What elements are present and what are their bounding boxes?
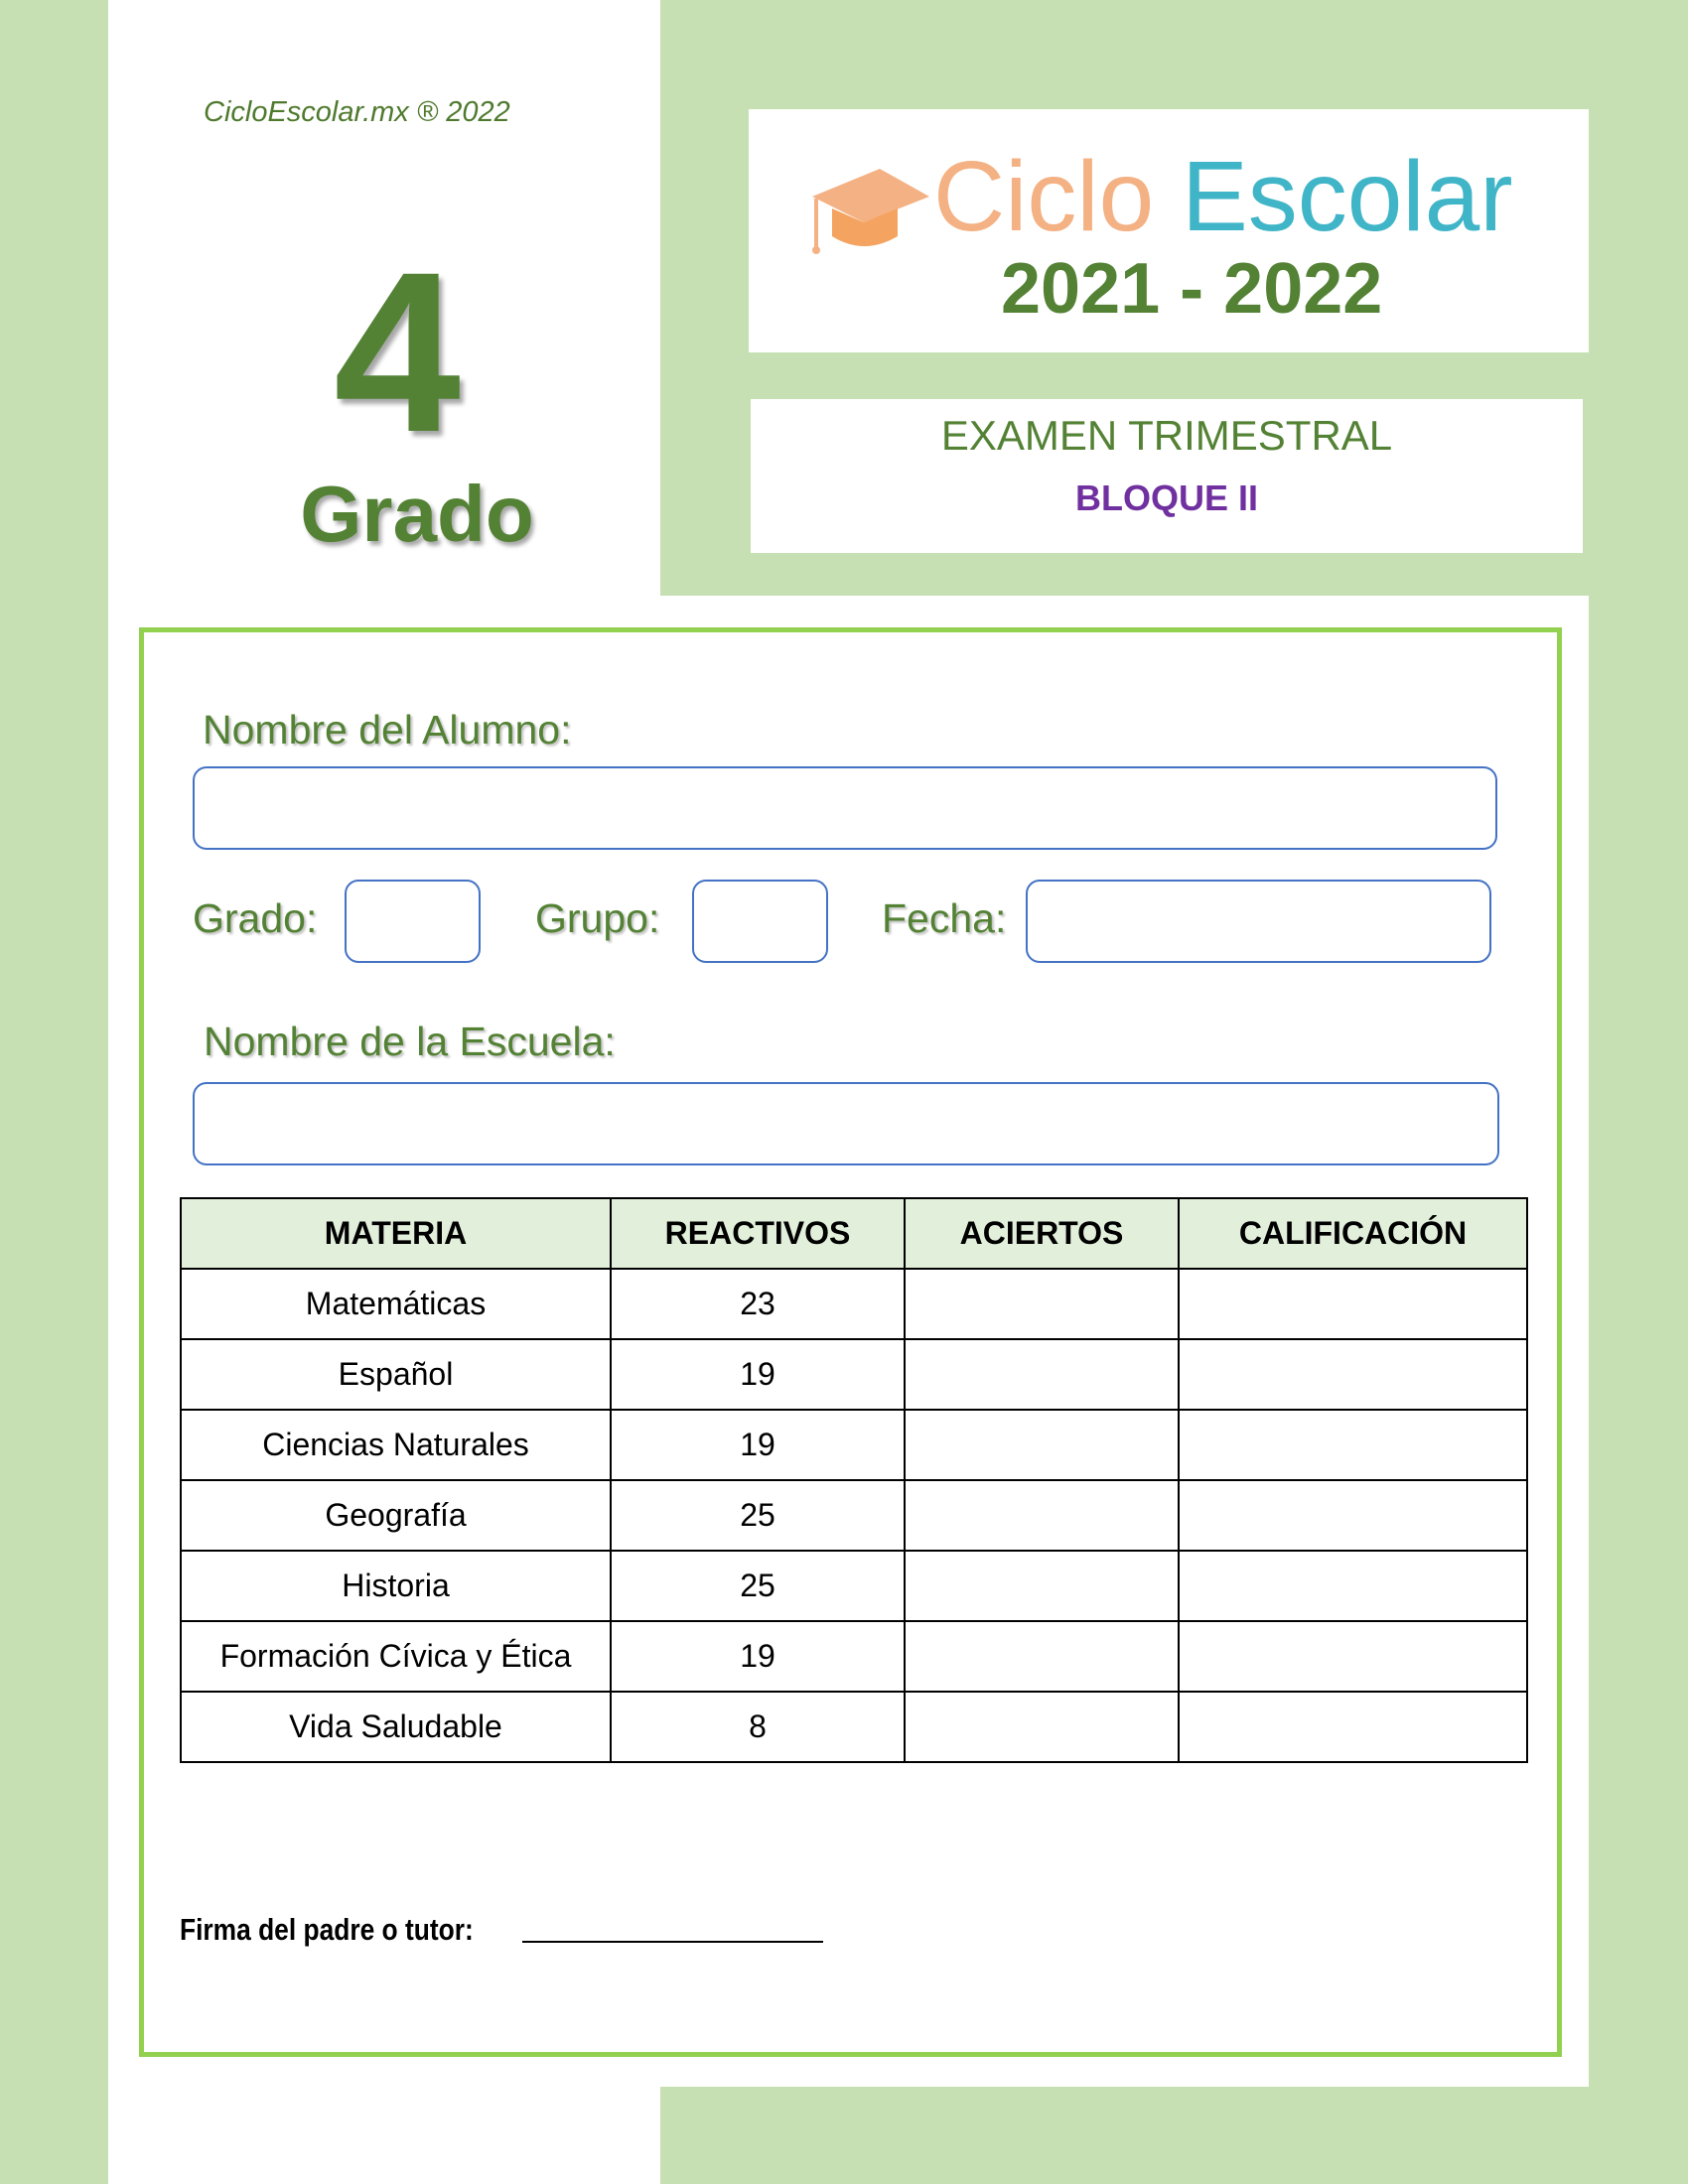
header-materia: MATERIA xyxy=(181,1198,611,1269)
table-row xyxy=(181,1692,1527,1762)
signature-line[interactable] xyxy=(522,1941,823,1943)
cell-materia: Geografía xyxy=(181,1480,611,1551)
grade-field[interactable] xyxy=(345,880,481,963)
school-name-field[interactable] xyxy=(193,1082,1499,1165)
logo-wordmark xyxy=(933,141,1513,252)
cell-aciertos[interactable] xyxy=(905,1551,1179,1621)
cell-materia: Formación Cívica y Ética xyxy=(181,1621,611,1692)
grade-label: Grado: xyxy=(193,895,318,941)
cell-calificacion[interactable] xyxy=(1179,1551,1527,1621)
table-header-row xyxy=(181,1198,1527,1269)
cell-aciertos[interactable] xyxy=(905,1339,1179,1410)
cell-reactivos: 19 xyxy=(611,1339,905,1410)
cell-calificacion[interactable] xyxy=(1179,1480,1527,1551)
header-aciertos: ACIERTOS xyxy=(905,1198,1179,1269)
grade-word: Grado xyxy=(300,470,534,558)
table-row xyxy=(181,1269,1527,1339)
graduation-cap-icon xyxy=(802,159,931,258)
logo-word-ciclo: Ciclo xyxy=(933,141,1155,252)
grade-number: 4 xyxy=(334,224,461,479)
copyright-text: CicloEscolar.mx ® 2022 xyxy=(204,96,510,128)
cell-materia: Matemáticas xyxy=(181,1269,611,1339)
header-reactivos: REACTIVOS xyxy=(611,1198,905,1269)
cell-aciertos[interactable] xyxy=(905,1410,1179,1480)
cell-reactivos: 23 xyxy=(611,1269,905,1339)
cell-reactivos: 25 xyxy=(611,1480,905,1551)
cell-aciertos[interactable] xyxy=(905,1692,1179,1762)
cell-calificacion[interactable] xyxy=(1179,1410,1527,1480)
school-name-label: Nombre de la Escuela: xyxy=(204,1019,616,1064)
table-row xyxy=(181,1621,1527,1692)
date-field[interactable] xyxy=(1026,880,1491,963)
bottom-green-panel xyxy=(660,2087,1688,2184)
left-green-band xyxy=(0,0,108,2184)
table-row xyxy=(181,1551,1527,1621)
table-row xyxy=(181,1480,1527,1551)
cell-calificacion[interactable] xyxy=(1179,1621,1527,1692)
date-label: Fecha: xyxy=(882,895,1007,941)
cell-calificacion[interactable] xyxy=(1179,1339,1527,1410)
cell-reactivos: 19 xyxy=(611,1621,905,1692)
cell-materia: Vida Saludable xyxy=(181,1692,611,1762)
student-name-field[interactable] xyxy=(193,766,1497,850)
cell-aciertos[interactable] xyxy=(905,1480,1179,1551)
signature-label: Firma del padre o tutor: xyxy=(180,1912,474,1947)
school-years: 2021 - 2022 xyxy=(1001,249,1383,329)
cell-materia: Historia xyxy=(181,1551,611,1621)
cell-reactivos: 19 xyxy=(611,1410,905,1480)
cell-reactivos: 8 xyxy=(611,1692,905,1762)
cell-calificacion[interactable] xyxy=(1179,1269,1527,1339)
header-calificacion: CALIFICACIÓN xyxy=(1179,1198,1527,1269)
cell-reactivos: 25 xyxy=(611,1551,905,1621)
cell-calificacion[interactable] xyxy=(1179,1692,1527,1762)
table-row xyxy=(181,1339,1527,1410)
cell-materia: Español xyxy=(181,1339,611,1410)
student-name-label: Nombre del Alumno: xyxy=(203,707,572,752)
grades-table xyxy=(180,1197,1528,1763)
group-label: Grupo: xyxy=(535,895,660,941)
group-field[interactable] xyxy=(692,880,828,963)
cell-aciertos[interactable] xyxy=(905,1269,1179,1339)
cell-materia: Ciencias Naturales xyxy=(181,1410,611,1480)
table-row xyxy=(181,1410,1527,1480)
exam-title: EXAMEN TRIMESTRAL xyxy=(940,412,1393,459)
logo-word-escolar: Escolar xyxy=(1182,141,1513,252)
exam-block: BLOQUE II xyxy=(1074,478,1258,518)
cell-aciertos[interactable] xyxy=(905,1621,1179,1692)
